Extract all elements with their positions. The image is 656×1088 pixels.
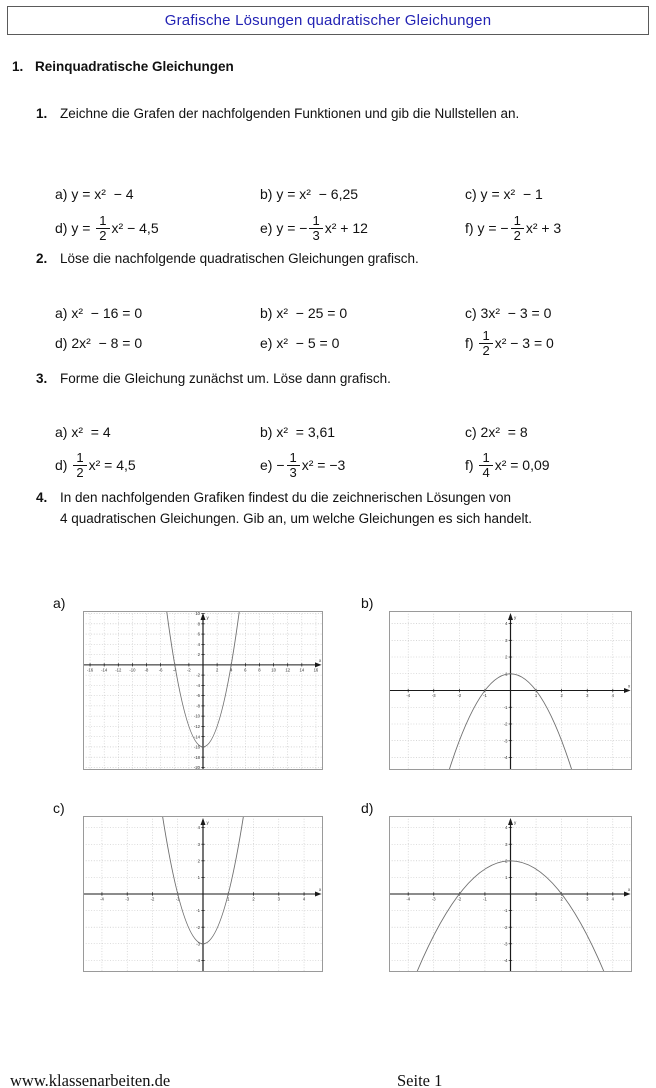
svg-text:2: 2 <box>505 654 508 660</box>
svg-text:3: 3 <box>505 637 508 643</box>
svg-text:-10: -10 <box>193 713 200 719</box>
equation-task3-b <box>260 420 335 444</box>
page-title: Grafische Lösungen quadratischer Gleichungen <box>164 12 492 29</box>
equation-task3-d <box>55 443 136 487</box>
svg-text:-8: -8 <box>196 703 200 709</box>
svg-text:4: 4 <box>611 693 614 698</box>
svg-text:-16: -16 <box>193 744 200 750</box>
section-title: Reinquadratische Gleichungen <box>35 59 234 74</box>
equation-task3-f <box>465 443 550 487</box>
equation-task2-f <box>465 321 554 365</box>
equation-text: d) y = <box>55 220 95 236</box>
svg-text:-2: -2 <box>503 924 508 930</box>
graph-b-plot <box>389 611 632 770</box>
svg-text:-4: -4 <box>406 896 411 902</box>
svg-text:1: 1 <box>534 693 538 698</box>
svg-text:14: 14 <box>299 667 305 673</box>
svg-text:-2: -2 <box>503 721 508 727</box>
task-2-number: 2. <box>36 251 48 266</box>
svg-text:1: 1 <box>505 875 508 881</box>
equation-text: c) 3x² − 3 = 0 <box>465 305 552 321</box>
svg-text:-2: -2 <box>150 896 155 902</box>
svg-text:10: 10 <box>271 667 276 673</box>
svg-text:y: y <box>514 820 517 825</box>
svg-text:-1: -1 <box>175 896 180 902</box>
task-2-equations-row-2 <box>0 321 656 365</box>
equation-task2-e <box>260 321 339 365</box>
section-number: 1. <box>12 59 24 74</box>
task-3-number: 3. <box>36 371 48 386</box>
svg-text:8: 8 <box>258 667 261 673</box>
equation-text: x² − 3 = 0 <box>494 335 554 351</box>
svg-text:2: 2 <box>560 896 563 902</box>
equation-task1-d <box>55 206 159 250</box>
task-2-text: Löse die nachfolgende quadratischen Gleichungen grafisch. <box>60 251 419 266</box>
equation-text: f) y = − <box>465 220 509 236</box>
svg-text:2: 2 <box>560 693 563 698</box>
equation-text: a) x² = 4 <box>55 424 111 440</box>
graph-c-plot <box>83 816 323 972</box>
svg-text:8: 8 <box>197 621 200 627</box>
svg-text:y: y <box>514 615 517 620</box>
equation-text: x² + 3 <box>525 220 562 236</box>
graph-a-plot <box>83 611 323 770</box>
svg-text:12: 12 <box>285 667 291 673</box>
task-4-number: 4. <box>36 490 48 505</box>
task-3-equations-row-1 <box>0 420 656 444</box>
svg-text:-4: -4 <box>406 693 411 698</box>
equation-task1-a <box>55 182 134 206</box>
svg-text:-4: -4 <box>196 957 200 963</box>
svg-text:6: 6 <box>197 631 200 637</box>
equation-task2-d <box>55 321 142 365</box>
fraction: $\frac{1}{2}$ <box>511 214 524 243</box>
svg-text:-3: -3 <box>125 896 130 902</box>
svg-text:-4: -4 <box>503 755 508 761</box>
svg-text:-2: -2 <box>457 693 462 698</box>
equation-text: e) y = − <box>260 220 308 236</box>
svg-text:x: x <box>319 887 322 892</box>
svg-text:3: 3 <box>505 841 508 847</box>
svg-text:-1: -1 <box>196 908 200 914</box>
svg-text:1: 1 <box>534 896 538 902</box>
svg-text:-4: -4 <box>196 682 200 688</box>
equation-text: c) 2x² = 8 <box>465 424 528 440</box>
svg-text:-1: -1 <box>503 704 508 710</box>
fraction: $\frac{1}{3}$ <box>287 451 300 480</box>
equation-text: x² = 4,5 <box>88 457 136 473</box>
svg-text:4: 4 <box>197 641 200 647</box>
equation-text: x² = −3 <box>301 457 346 473</box>
equation-task3-a <box>55 420 111 444</box>
svg-text:-2: -2 <box>196 924 200 930</box>
equation-text: f) <box>465 335 478 351</box>
task-4-text <box>60 488 652 529</box>
fraction: $\frac{1}{4}$ <box>479 451 492 480</box>
svg-text:-14: -14 <box>193 734 200 740</box>
svg-text:-6: -6 <box>196 693 200 699</box>
fraction: $\frac{1}{2}$ <box>479 329 492 358</box>
equation-task1-b <box>260 182 358 206</box>
svg-text:4: 4 <box>197 825 200 831</box>
svg-text:-2: -2 <box>457 896 462 902</box>
graph-a-label: a) <box>53 595 66 611</box>
svg-text:-10: -10 <box>129 667 136 673</box>
svg-text:2: 2 <box>252 896 255 902</box>
title-box <box>7 6 649 35</box>
svg-text:-14: -14 <box>101 667 108 673</box>
svg-text:-4: -4 <box>503 957 508 963</box>
svg-text:2: 2 <box>215 667 219 673</box>
svg-text:-3: -3 <box>503 738 508 744</box>
svg-text:-12: -12 <box>193 724 200 730</box>
equation-task3-e <box>260 443 345 487</box>
equation-text: f) <box>465 457 478 473</box>
fraction: $\frac{1}{2}$ <box>96 214 109 243</box>
equation-text: c) y = x² − 1 <box>465 186 543 202</box>
svg-text:y: y <box>206 615 209 620</box>
equation-text: d) <box>55 457 72 473</box>
svg-text:2: 2 <box>197 652 200 658</box>
svg-text:-3: -3 <box>503 941 508 947</box>
equation-text: x² + 12 <box>324 220 368 236</box>
svg-text:-12: -12 <box>115 667 122 673</box>
task-3-equations-row-2 <box>0 443 656 487</box>
svg-text:-1: -1 <box>503 908 508 914</box>
equation-task1-c <box>465 182 543 206</box>
svg-text:2: 2 <box>197 858 200 864</box>
graph-d-label: d) <box>361 800 374 816</box>
task-1-text: Zeichne die Grafen der nachfolgenden Funktionen und gib die Nullstellen an. <box>60 106 520 121</box>
equation-text: d) 2x² − 8 = 0 <box>55 335 143 351</box>
svg-text:-1: -1 <box>483 693 487 698</box>
equation-task3-c <box>465 420 528 444</box>
svg-text:x: x <box>628 683 631 689</box>
equation-text: x² = 0,09 <box>494 457 550 473</box>
svg-text:3: 3 <box>197 841 200 847</box>
svg-text:2: 2 <box>505 858 508 864</box>
svg-text:4: 4 <box>302 896 306 902</box>
svg-text:-2: -2 <box>187 667 191 673</box>
equation-text: b) x² − 25 = 0 <box>260 305 348 321</box>
svg-text:4: 4 <box>230 667 233 673</box>
footer-site-url: www.klassenarbeiten.de <box>10 1071 171 1088</box>
svg-text:4: 4 <box>611 896 614 902</box>
graph-c-label: c) <box>53 800 65 816</box>
task-1-equations-row-1 <box>0 182 656 206</box>
svg-text:1: 1 <box>227 896 230 902</box>
svg-text:-6: -6 <box>158 667 163 673</box>
svg-text:-1: -1 <box>483 896 487 902</box>
equation-text: x² − 4,5 <box>111 220 159 236</box>
graph-b-label: b) <box>361 595 374 611</box>
svg-text:x: x <box>628 887 631 892</box>
svg-text:x: x <box>319 657 322 663</box>
task-3-text: Forme die Gleichung zunächst um. Löse dann grafisch. <box>60 371 391 386</box>
svg-text:-20: -20 <box>193 765 200 770</box>
equation-text: b) x² = 3,61 <box>260 424 336 440</box>
svg-text:1: 1 <box>505 671 508 677</box>
svg-text:y: y <box>206 820 209 825</box>
svg-text:6: 6 <box>244 667 247 673</box>
svg-text:4: 4 <box>505 621 508 627</box>
svg-text:16: 16 <box>313 667 319 673</box>
equation-text: b) y = x² − 6,25 <box>260 186 359 202</box>
equation-text: a) y = x² − 4 <box>55 186 134 202</box>
task-1-equations-row-2 <box>0 206 656 250</box>
graph-d-plot <box>389 816 632 972</box>
svg-text:10: 10 <box>195 611 200 617</box>
equation-text: e) x² − 5 = 0 <box>260 335 340 351</box>
fraction: $\frac{1}{3}$ <box>309 214 322 243</box>
task-4-text-line-1: In den nachfolgenden Grafiken findest du die zeichnerischen Lösungen von <box>60 490 512 505</box>
task-4-text-line-2: 4 quadratischen Gleichungen. Gib an, um welche Gleichungen es sich handelt. <box>60 510 533 526</box>
svg-text:-4: -4 <box>172 667 177 673</box>
svg-text:-8: -8 <box>144 667 149 673</box>
equation-text: a) x² − 16 = 0 <box>55 305 143 321</box>
svg-text:-3: -3 <box>431 896 436 902</box>
svg-text:4: 4 <box>505 825 508 831</box>
equation-task1-e <box>260 206 368 250</box>
svg-text:3: 3 <box>586 896 589 902</box>
svg-text:-4: -4 <box>100 896 104 902</box>
task-1-number: 1. <box>36 106 48 121</box>
svg-text:1: 1 <box>197 875 200 881</box>
fraction: $\frac{1}{2}$ <box>73 451 86 480</box>
svg-text:-2: -2 <box>196 672 200 678</box>
svg-text:-3: -3 <box>431 693 436 698</box>
footer-page-number: Seite 1 <box>397 1071 443 1088</box>
svg-text:3: 3 <box>586 693 589 698</box>
svg-text:3: 3 <box>277 896 280 902</box>
svg-text:-3: -3 <box>196 941 200 947</box>
equation-task1-f <box>465 206 561 250</box>
equation-text: e) − <box>260 457 285 473</box>
svg-text:-18: -18 <box>193 754 200 760</box>
svg-text:-16: -16 <box>87 667 94 673</box>
